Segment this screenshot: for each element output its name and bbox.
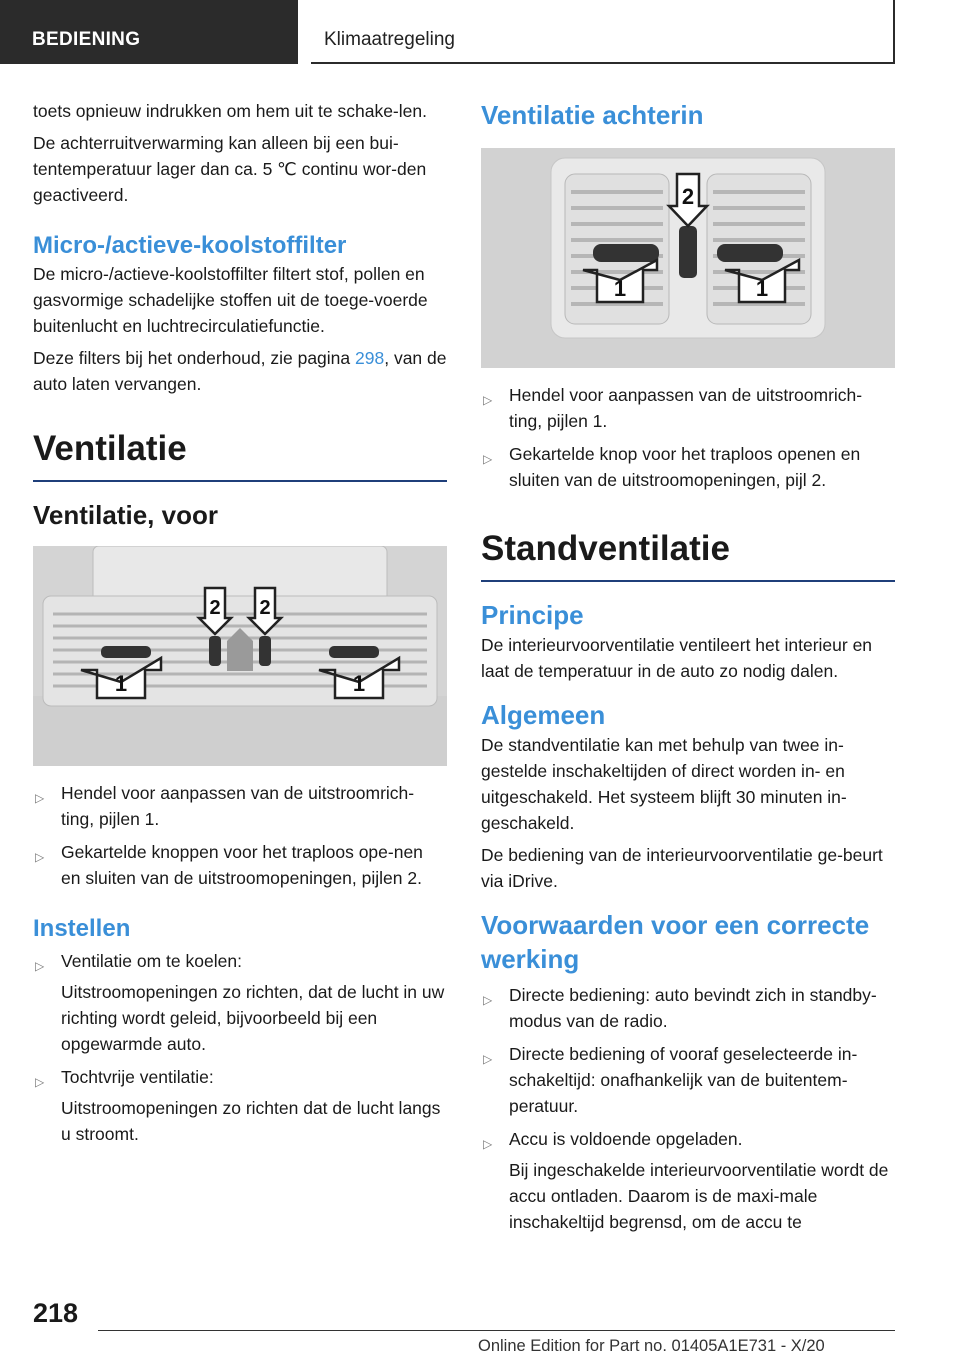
- edition-text: Online Edition for Part no. 01405A1E731 - X/20: [478, 1337, 825, 1355]
- footer-divider: [98, 1330, 895, 1331]
- list-item-text: Ventilatie om te koelen:: [61, 951, 242, 971]
- list-item-subtext: Bij ingeschakelde interieurvoorventilatie wordt de accu ontladen. Daarom is de maxi-male inschakeltijd begrensd, om de accu te: [509, 1160, 889, 1232]
- achterin-list: [481, 382, 895, 493]
- filter-heading: Micro-/actieve-koolstoffilter: [33, 232, 347, 259]
- achterin-heading: Ventilatie achterin: [481, 100, 704, 130]
- voor-list: [33, 780, 447, 891]
- list-item: [481, 982, 895, 1034]
- left-column: [33, 98, 447, 1154]
- triangle-right-icon: ▷: [35, 850, 45, 864]
- list-item-text: Directe bediening of vooraf geselecteerde in-schakeltijd: onafhankelijk van de buitentem-peratuur.: [509, 1044, 858, 1116]
- list-item: [481, 1041, 895, 1119]
- list-item-text: Gekartelde knop voor het traploos openen en sluiten van de uitstroomopeningen, pijl 2.: [509, 444, 861, 490]
- right-column: [481, 98, 895, 1242]
- triangle-right-icon: ▷: [483, 452, 493, 466]
- arrow-label-2: 2: [681, 184, 695, 209]
- arrow-label-2: 2: [259, 597, 271, 619]
- list-item-text: Gekartelde knoppen voor het traploos ope-nen en sluiten van de uitstroomopeningen, pijlen 2.: [61, 842, 423, 888]
- arrow-label-1: 1: [613, 276, 627, 301]
- list-item: [481, 1126, 895, 1235]
- list-item-text: Hendel voor aanpassen van de uitstroomrich-ting, pijlen 1.: [509, 385, 863, 431]
- list-item-subtext: Uitstroomopeningen zo richten dat de lucht langs u stroomt.: [61, 1098, 441, 1144]
- list-item-subtext: Uitstroomopeningen zo richten, dat de lucht in uw richting wordt geleid, bijvoorbeeld bij een opgewarmde auto.: [61, 982, 445, 1054]
- arrow-label-1: 1: [352, 671, 366, 696]
- ventilatie-heading: Ventilatie: [33, 427, 447, 482]
- list-item: [33, 948, 447, 1057]
- arrow-label-2: 2: [209, 597, 221, 619]
- triangle-right-icon: ▷: [35, 791, 45, 805]
- triangle-right-icon: ▷: [35, 1075, 45, 1089]
- section-tab: BEDIENING: [0, 0, 298, 64]
- list-item: [33, 780, 447, 832]
- voor-heading: Ventilatie, voor: [33, 500, 218, 530]
- arrow-label-1: 1: [114, 671, 128, 696]
- page-link[interactable]: 298: [355, 348, 385, 368]
- voorwaarden-heading: Voorwaarden voor een correcte werking: [481, 910, 870, 974]
- list-item-text: Hendel voor aanpassen van de uitstroomrich-ting, pijlen 1.: [61, 783, 415, 829]
- rear-vent-photo: [481, 148, 895, 368]
- paragraph: De micro-/actieve-koolstoffilter filtert stof, pollen en gasvormige schadelijke stoffen uit de toege-voerde buitenlucht en luchtrecirculatiefunctie.: [33, 264, 428, 336]
- voorwaarden-list: [481, 982, 895, 1235]
- front-vent-photo: [33, 546, 447, 766]
- paragraph: toets opnieuw indrukken om hem uit te schake-len.: [33, 101, 427, 121]
- principe-heading: Principe: [481, 600, 584, 630]
- paragraph: [33, 345, 447, 397]
- list-item: [481, 382, 895, 434]
- arrow-label-1: 1: [755, 276, 769, 301]
- standventilatie-heading: Standventilatie: [481, 527, 895, 582]
- list-item-text: Tochtvrije ventilatie:: [61, 1067, 214, 1087]
- triangle-right-icon: ▷: [483, 393, 493, 407]
- instellen-list: [33, 948, 447, 1147]
- text: Deze filters bij het onderhoud, zie pagina: [33, 348, 356, 368]
- paragraph: De bediening van de interieurvoorventilatie ge-beurt via iDrive.: [481, 845, 883, 891]
- triangle-right-icon: ▷: [483, 993, 493, 1007]
- triangle-right-icon: ▷: [483, 1137, 493, 1151]
- list-item: [33, 1064, 447, 1147]
- instellen-heading: Instellen: [33, 915, 131, 942]
- triangle-right-icon: ▷: [483, 1052, 493, 1066]
- text: , van de auto laten vervangen.: [33, 348, 447, 394]
- list-item: [481, 441, 895, 493]
- paragraph: De achterruitverwarming kan alleen bij een bui-tentemperatuur lager dan ca. 5 ℃ continu wor-den geactiveerd.: [33, 133, 427, 205]
- algemeen-heading: Algemeen: [481, 700, 606, 730]
- triangle-right-icon: ▷: [35, 959, 45, 973]
- chapter-title: Klimaatregeling: [311, 0, 895, 64]
- paragraph: De standventilatie kan met behulp van twee in-gestelde inschakeltijden of direct worden in- en uitgeschakeld. Het systeem blijft 30 minuten in-geschakeld.: [481, 735, 847, 833]
- list-item-text: Accu is voldoende opgeladen.: [509, 1129, 743, 1149]
- list-item: [33, 839, 447, 891]
- paragraph: De interieurvoorventilatie ventileert het interieur en laat de temperatuur in de auto zo nodig dalen.: [481, 635, 873, 681]
- list-item-text: Directe bediening: auto bevindt zich in standby-modus van de radio.: [509, 985, 877, 1031]
- page-number: 218: [33, 1298, 79, 1328]
